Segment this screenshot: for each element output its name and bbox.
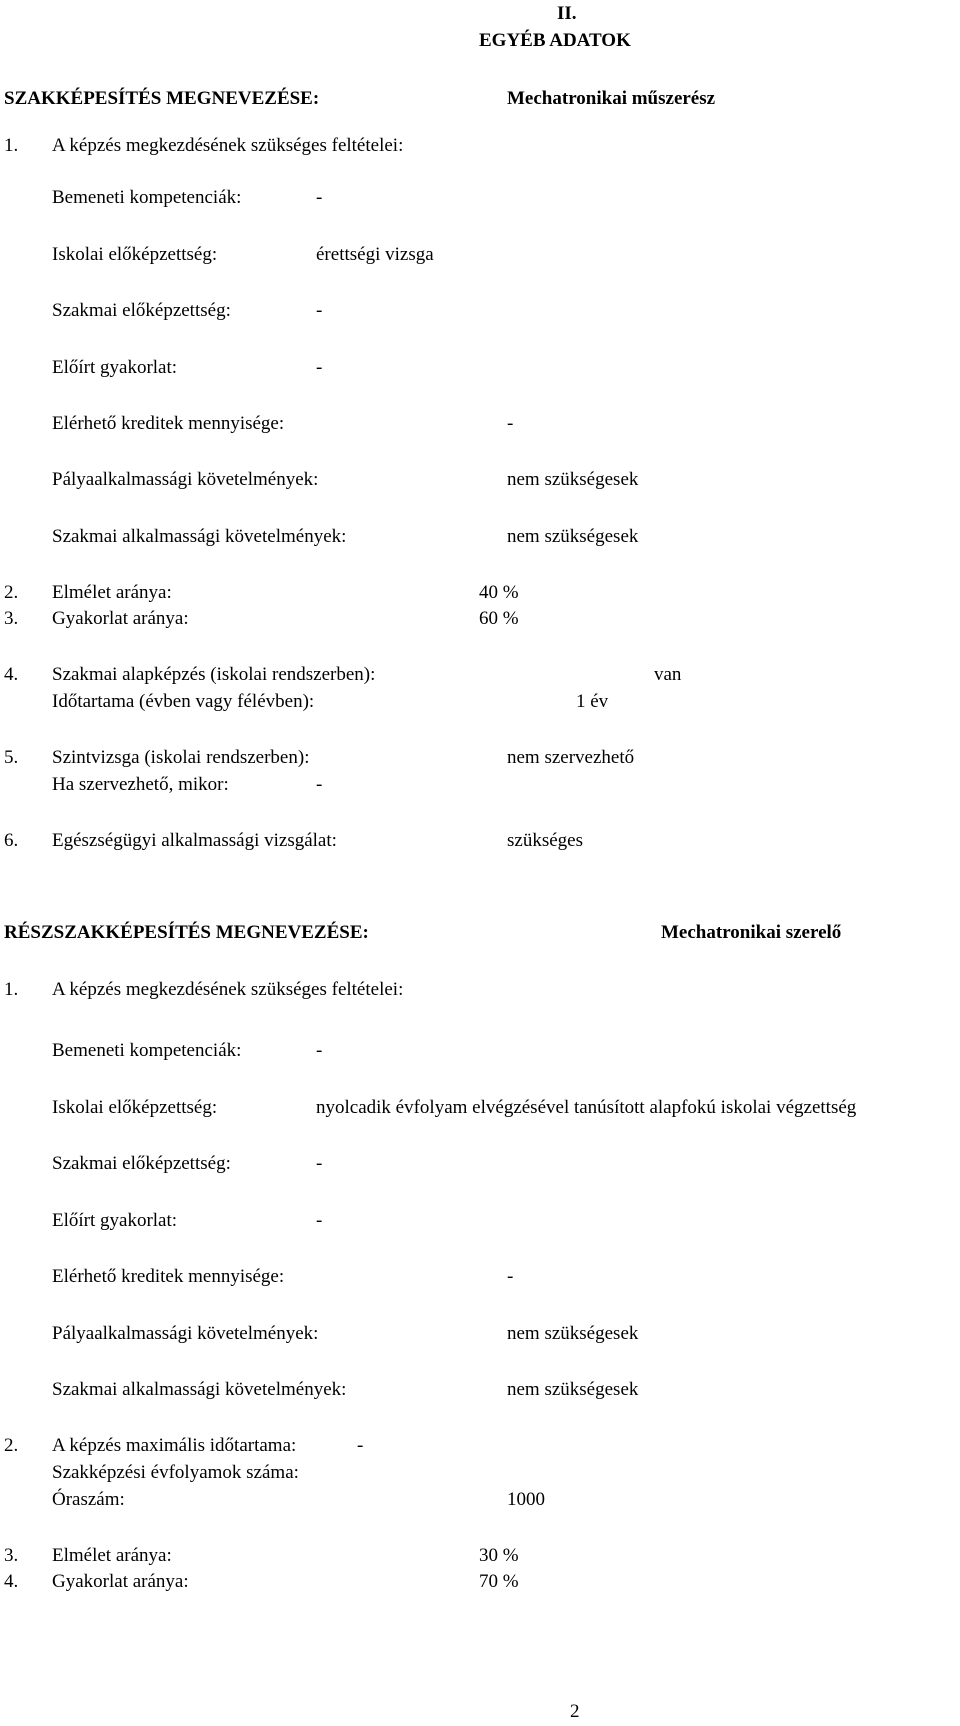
hours-label: Óraszám: [52, 1489, 125, 1510]
career-aptitude-value: nem szükségesek [507, 1323, 639, 1344]
professional-prerequisite-label: Szakmai előképzettség: [52, 1153, 231, 1174]
school-prerequisite-value: nyolcadik évfolyam elvégzésével tanúsított alapfokú iskolai végzettség [316, 1097, 857, 1118]
theory-ratio-value: 40 % [479, 582, 519, 603]
health-check-value: szükséges [507, 830, 583, 851]
school-prerequisite-label: Iskolai előképzettség: [52, 244, 218, 265]
item-number: 6. [4, 830, 19, 851]
partial-qualification-name-label: RÉSZSZAKKÉPESÍTÉS MEGNEVEZÉSE: [4, 922, 369, 943]
item-number: 4. [4, 1571, 19, 1592]
item-number: 3. [4, 608, 19, 629]
page-number: 2 [570, 1701, 580, 1722]
qualification-name-value: Mechatronikai műszerész [507, 88, 716, 109]
duration-label: Időtartama (évben vagy félévben): [52, 691, 315, 712]
required-practice-value: - [316, 357, 323, 378]
level-exam-when-label: Ha szervezhető, mikor: [52, 774, 229, 795]
entry-competencies-value: - [316, 1040, 323, 1061]
level-exam-when-value: - [316, 774, 323, 795]
credits-value: - [507, 1266, 514, 1287]
level-exam-label: Szintvizsga (iskolai rendszerben): [52, 747, 310, 768]
item-number: 4. [4, 664, 19, 685]
theory-ratio-label: Elmélet aránya: [52, 582, 172, 603]
theory-ratio-label: Elmélet aránya: [52, 1545, 172, 1566]
entry-competencies-label: Bemeneti kompetenciák: [52, 1040, 242, 1061]
duration-value: 1 év [576, 691, 609, 712]
professional-aptitude-label: Szakmai alkalmassági követelmények: [52, 1379, 347, 1400]
professional-aptitude-value: nem szükségesek [507, 1379, 639, 1400]
credits-label: Elérhető kreditek mennyisége: [52, 413, 285, 434]
school-prerequisite-label: Iskolai előképzettség: [52, 1097, 218, 1118]
required-practice-value: - [316, 1210, 323, 1231]
practice-ratio-value: 70 % [479, 1571, 519, 1592]
max-duration-value: - [357, 1435, 364, 1456]
practice-ratio-value: 60 % [479, 608, 519, 629]
page-title: EGYÉB ADATOK [479, 30, 631, 51]
professional-prerequisite-value: - [316, 1153, 323, 1174]
qualification-name-label: SZAKKÉPESÍTÉS MEGNEVEZÉSE: [4, 88, 320, 109]
school-prerequisite-value: érettségi vizsga [316, 244, 434, 265]
professional-aptitude-value: nem szükségesek [507, 526, 639, 547]
professional-aptitude-label: Szakmai alkalmassági követelmények: [52, 526, 347, 547]
max-duration-label: A képzés maximális időtartama: [52, 1435, 297, 1456]
career-aptitude-value: nem szükségesek [507, 469, 639, 490]
required-practice-label: Előírt gyakorlat: [52, 1210, 178, 1231]
basic-training-value: van [654, 664, 682, 685]
practice-ratio-label: Gyakorlat aránya: [52, 608, 189, 629]
career-aptitude-label: Pályaalkalmassági követelmények: [52, 1323, 319, 1344]
practice-ratio-label: Gyakorlat aránya: [52, 1571, 189, 1592]
level-exam-value: nem szervezhető [507, 747, 635, 768]
item-number: 1. [4, 135, 19, 156]
item-number: 1. [4, 979, 19, 1000]
hours-value: 1000 [507, 1489, 545, 1510]
basic-training-label: Szakmai alapképzés (iskolai rendszerben): [52, 664, 376, 685]
item-number: 3. [4, 1545, 19, 1566]
item-number: 2. [4, 582, 19, 603]
entry-competencies-label: Bemeneti kompetenciák: [52, 187, 242, 208]
career-aptitude-label: Pályaalkalmassági követelmények: [52, 469, 319, 490]
item-number: 2. [4, 1435, 19, 1456]
theory-ratio-value: 30 % [479, 1545, 519, 1566]
item-number: 5. [4, 747, 19, 768]
partial-qualification-name-value: Mechatronikai szerelő [661, 922, 842, 943]
credits-value: - [507, 413, 514, 434]
prerequisites-heading: A képzés megkezdésének szükséges feltételei: [52, 135, 404, 156]
credits-label: Elérhető kreditek mennyisége: [52, 1266, 285, 1287]
entry-competencies-value: - [316, 187, 323, 208]
grade-count-label: Szakképzési évfolyamok száma: [52, 1462, 299, 1483]
health-check-label: Egészségügyi alkalmassági vizsgálat: [52, 830, 337, 851]
professional-prerequisite-label: Szakmai előképzettség: [52, 300, 231, 321]
prerequisites-heading: A képzés megkezdésének szükséges feltételei: [52, 979, 404, 1000]
professional-prerequisite-value: - [316, 300, 323, 321]
required-practice-label: Előírt gyakorlat: [52, 357, 178, 378]
section-roman-numeral: II. [557, 3, 577, 24]
